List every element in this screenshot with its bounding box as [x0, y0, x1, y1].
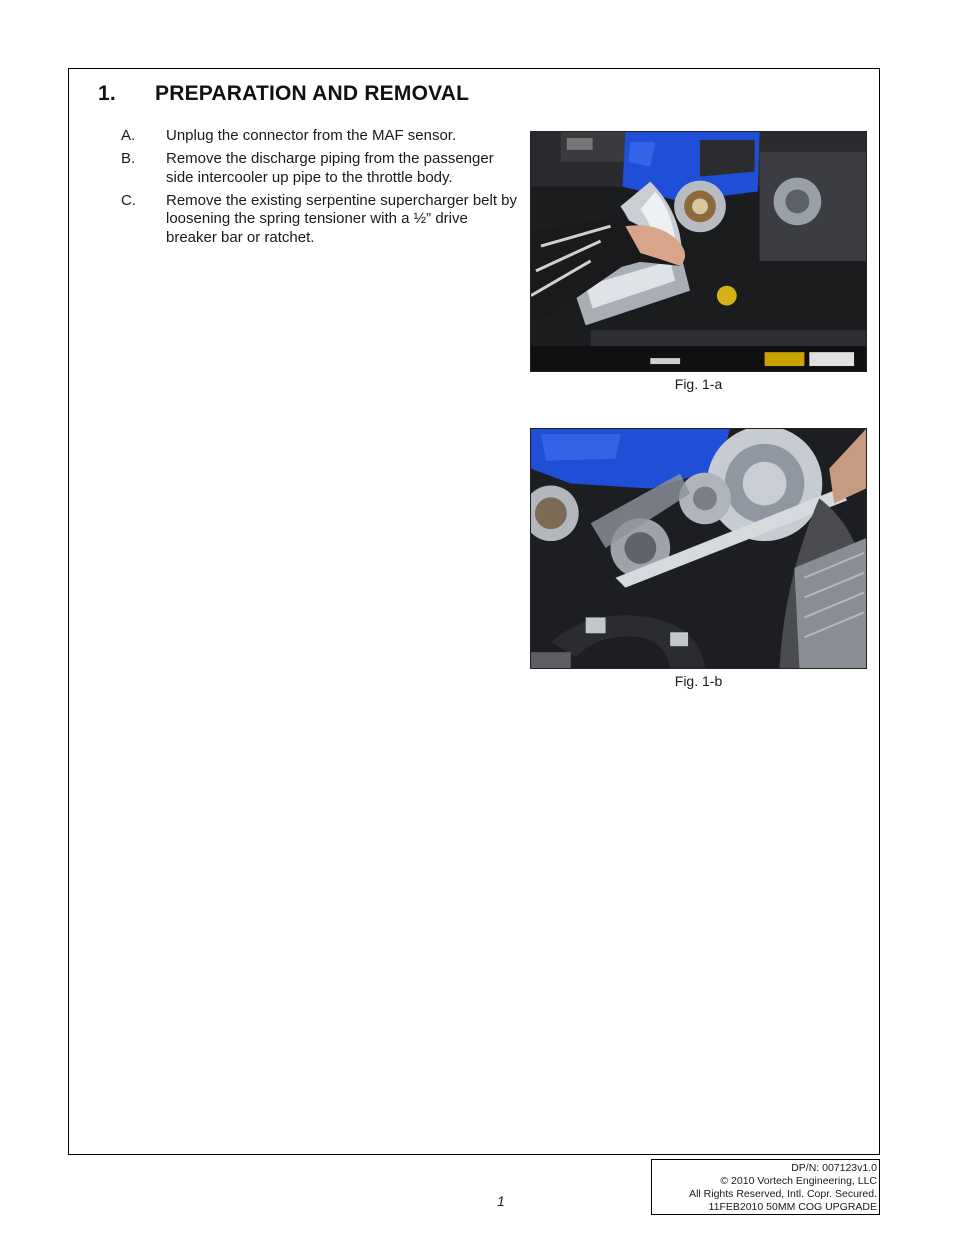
- step-letter: B.: [121, 150, 136, 167]
- section-title: PREPARATION AND REMOVAL: [155, 82, 470, 105]
- engine-bay-photo-a: [531, 132, 866, 371]
- step-text: Unplug the connector from the MAF sensor.: [166, 127, 457, 144]
- revision-line: 11FEB2010 50MM COG UPGRADE: [708, 1201, 877, 1213]
- step-item: [121, 150, 521, 187]
- figure-1b-photo: [530, 428, 867, 669]
- part-number: DP/N: 007123v1.0: [791, 1162, 877, 1174]
- step-text: Remove the existing serpentine supercharger belt by loosening the spring tensioner with a ½” drive breaker bar or ratchet.: [166, 191, 518, 246]
- figure-1a-photo: [530, 131, 867, 372]
- figure-1b-caption: Fig. 1-b: [674, 673, 723, 689]
- copyright-line: © 2010 Vortech Engineering, LLC: [720, 1175, 877, 1187]
- step-list: [121, 127, 521, 252]
- step-item: [121, 127, 521, 146]
- rights-line: All Rights Reserved, Intl. Copr. Secured.: [689, 1188, 877, 1200]
- step-letter: C.: [121, 191, 136, 209]
- step-letter: A.: [121, 127, 136, 144]
- section-number: 1.: [98, 82, 116, 105]
- step-item: [121, 192, 521, 248]
- document-info-box: [651, 1159, 880, 1215]
- figure-1a-caption: Fig. 1-a: [674, 376, 723, 392]
- engine-bay-photo-b: [531, 429, 866, 668]
- page-number: 1: [497, 1193, 505, 1209]
- step-text: Remove the discharge piping from the passenger side intercooler up pipe to the throttle body.: [166, 150, 494, 186]
- section-heading: [98, 82, 469, 106]
